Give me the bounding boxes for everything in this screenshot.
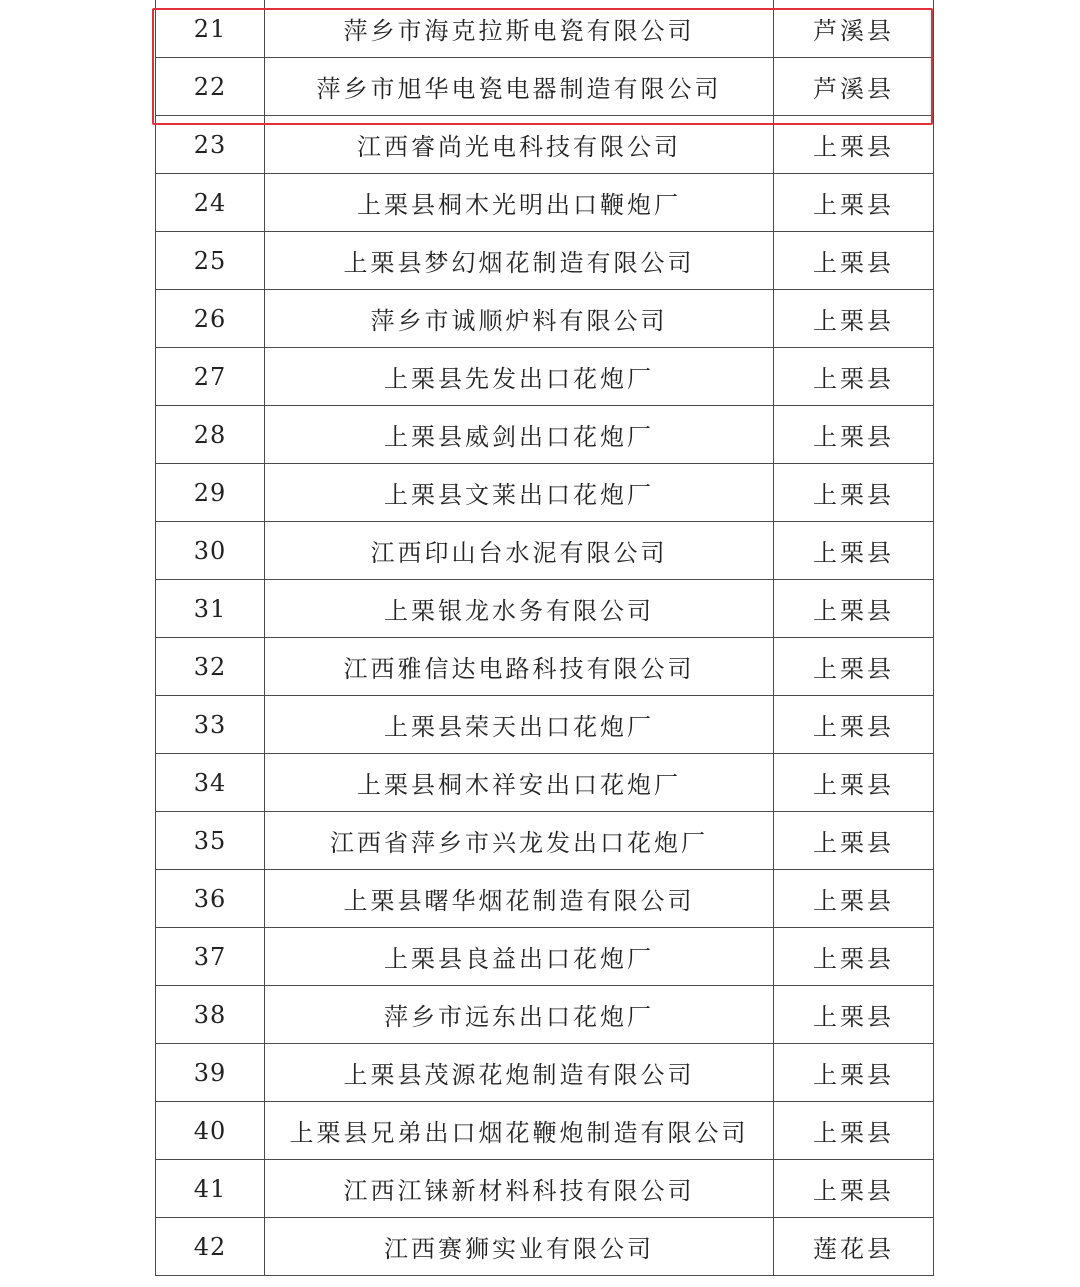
county-name: 芦溪县 [774,0,934,58]
row-number: 41 [156,1160,265,1218]
company-name: 上栗县桐木祥安出口花炮厂 [265,754,774,812]
table-row [156,116,934,174]
row-number: 21 [156,0,265,58]
company-name: 上栗县桐木光明出口鞭炮厂 [265,174,774,232]
table-row [156,522,934,580]
row-number: 32 [156,638,265,696]
company-name: 江西睿尚光电科技有限公司 [265,116,774,174]
row-number: 36 [156,870,265,928]
county-name: 上栗县 [774,348,934,406]
row-number: 33 [156,696,265,754]
table-row [156,638,934,696]
company-name: 上栗县先发出口花炮厂 [265,348,774,406]
company-name: 上栗县良益出口花炮厂 [265,928,774,986]
company-name: 上栗县文莱出口花炮厂 [265,464,774,522]
county-name: 上栗县 [774,232,934,290]
table-row [156,580,934,638]
county-name: 上栗县 [774,754,934,812]
row-number: 26 [156,290,265,348]
county-name: 上栗县 [774,696,934,754]
row-number: 22 [156,58,265,116]
company-name: 上栗县茂源花炮制造有限公司 [265,1044,774,1102]
table-row [156,290,934,348]
company-name: 江西江铼新材料科技有限公司 [265,1160,774,1218]
company-name: 上栗县威剑出口花炮厂 [265,406,774,464]
table-row [156,348,934,406]
row-number: 28 [156,406,265,464]
county-name: 上栗县 [774,812,934,870]
county-name: 上栗县 [774,522,934,580]
row-number: 30 [156,522,265,580]
company-name: 江西雅信达电路科技有限公司 [265,638,774,696]
county-name: 上栗县 [774,638,934,696]
county-name: 上栗县 [774,870,934,928]
table-row [156,464,934,522]
county-name: 上栗县 [774,174,934,232]
table-row [156,406,934,464]
row-number: 37 [156,928,265,986]
table-row [156,1160,934,1218]
company-name: 萍乡市诚顺炉料有限公司 [265,290,774,348]
company-name: 萍乡市海克拉斯电瓷有限公司 [265,0,774,58]
table-row [156,174,934,232]
table-row [156,1218,934,1276]
table-row [156,812,934,870]
county-name: 上栗县 [774,986,934,1044]
company-list-table-wrapper [155,0,934,1276]
table-row [156,0,934,58]
county-name: 上栗县 [774,116,934,174]
county-name: 上栗县 [774,1102,934,1160]
table-body [156,0,934,1276]
county-name: 上栗县 [774,580,934,638]
county-name: 上栗县 [774,290,934,348]
company-name: 上栗县曙华烟花制造有限公司 [265,870,774,928]
row-number: 23 [156,116,265,174]
table-row [156,754,934,812]
company-list-table [155,0,934,1276]
table-row [156,1102,934,1160]
county-name: 上栗县 [774,1044,934,1102]
county-name: 上栗县 [774,1160,934,1218]
company-name: 上栗县荣天出口花炮厂 [265,696,774,754]
table-row [156,232,934,290]
row-number: 27 [156,348,265,406]
table-row [156,696,934,754]
row-number: 25 [156,232,265,290]
row-number: 39 [156,1044,265,1102]
company-name: 江西印山台水泥有限公司 [265,522,774,580]
row-number: 40 [156,1102,265,1160]
county-name: 上栗县 [774,928,934,986]
table-row [156,986,934,1044]
county-name: 上栗县 [774,406,934,464]
company-name: 上栗银龙水务有限公司 [265,580,774,638]
company-name: 上栗县梦幻烟花制造有限公司 [265,232,774,290]
county-name: 上栗县 [774,464,934,522]
row-number: 31 [156,580,265,638]
county-name: 莲花县 [774,1218,934,1276]
row-number: 35 [156,812,265,870]
row-number: 24 [156,174,265,232]
table-row [156,1044,934,1102]
company-name: 江西省萍乡市兴龙发出口花炮厂 [265,812,774,870]
table-row [156,870,934,928]
row-number: 42 [156,1218,265,1276]
company-name: 上栗县兄弟出口烟花鞭炮制造有限公司 [265,1102,774,1160]
county-name: 芦溪县 [774,58,934,116]
table-row [156,928,934,986]
row-number: 29 [156,464,265,522]
company-name: 萍乡市远东出口花炮厂 [265,986,774,1044]
table-row [156,58,934,116]
row-number: 34 [156,754,265,812]
row-number: 38 [156,986,265,1044]
company-name: 萍乡市旭华电瓷电器制造有限公司 [265,58,774,116]
company-name: 江西赛狮实业有限公司 [265,1218,774,1276]
